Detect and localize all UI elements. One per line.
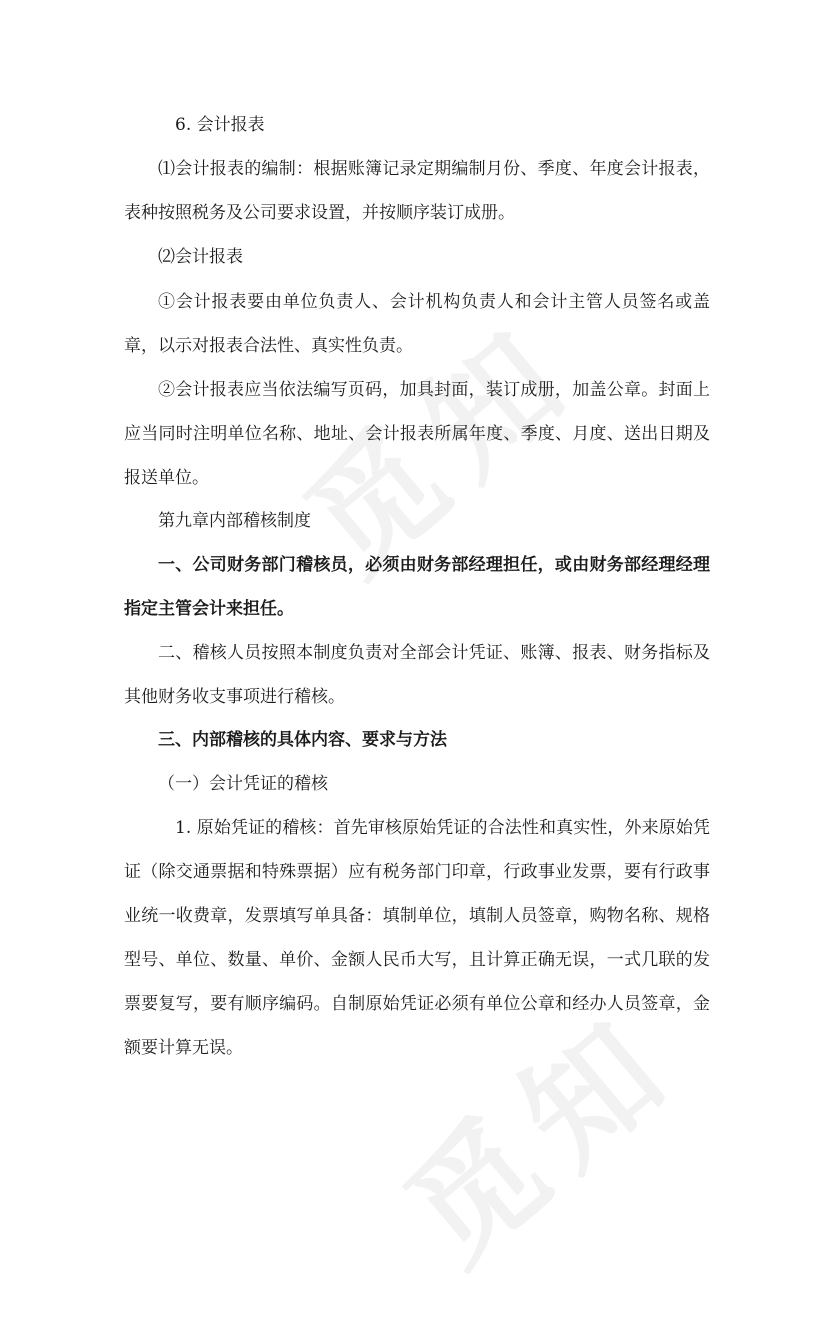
- paragraph-report-signature: ①会计报表要由单位负责人、会计机构负责人和会计主管人员签名或盖章，以示对报表合法性、真实性负责。: [124, 292, 710, 356]
- subheading-accounting-reports: ⑵会计报表: [158, 247, 243, 267]
- section-heading-audit-content: 三、内部稽核的具体内容、要求与方法: [158, 730, 447, 750]
- paragraph-auditor-duties: 二、稽核人员按照本制度负责对全部会计凭证、账簿、报表、财务指标及其他财务收支事项进行稽核。: [124, 643, 710, 707]
- paragraph-report-compilation: ⑴会计报表的编制：根据账簿记录定期编制月份、季度、年度会计报表，表种按照税务及公司要求设置，并按顺序装订成册。: [124, 159, 710, 223]
- section-heading-accounting-reports: 6. 会计报表: [175, 115, 265, 135]
- subheading-voucher-audit: （一）会计凭证的稽核: [158, 774, 328, 794]
- paragraph-auditor-appointment: 一、公司财务部门稽核员，必须由财务部经理担任，或由财务部经理经理指定主管会计来担任。: [124, 555, 710, 619]
- paragraph-original-voucher-audit: 1. 原始凭证的稽核：首先审核原始凭证的合法性和真实性，外来原始凭证（除交通票据和特殊票据）应有税务部门印章，行政事业发票，要有行政事业统一收费章，发票填写单具备：填制单位，填制人员签章，购物名称、规格型号、单位、数量、单价、金额人民币大写，且计算正确无误，一式几联的发票要复写，要有顺序编码。自制原始凭证必须有单位公章和经办人员签章，金额要计算无误。: [124, 818, 710, 1058]
- paragraph-report-binding: ②会计报表应当依法编写页码，加具封面，装订成册，加盖公章。封面上应当同时注明单位名称、地址、会计报表所属年度、季度、月度、送出日期及报送单位。: [124, 380, 710, 488]
- chapter-title-internal-audit: 第九章内部稽核制度: [158, 511, 311, 531]
